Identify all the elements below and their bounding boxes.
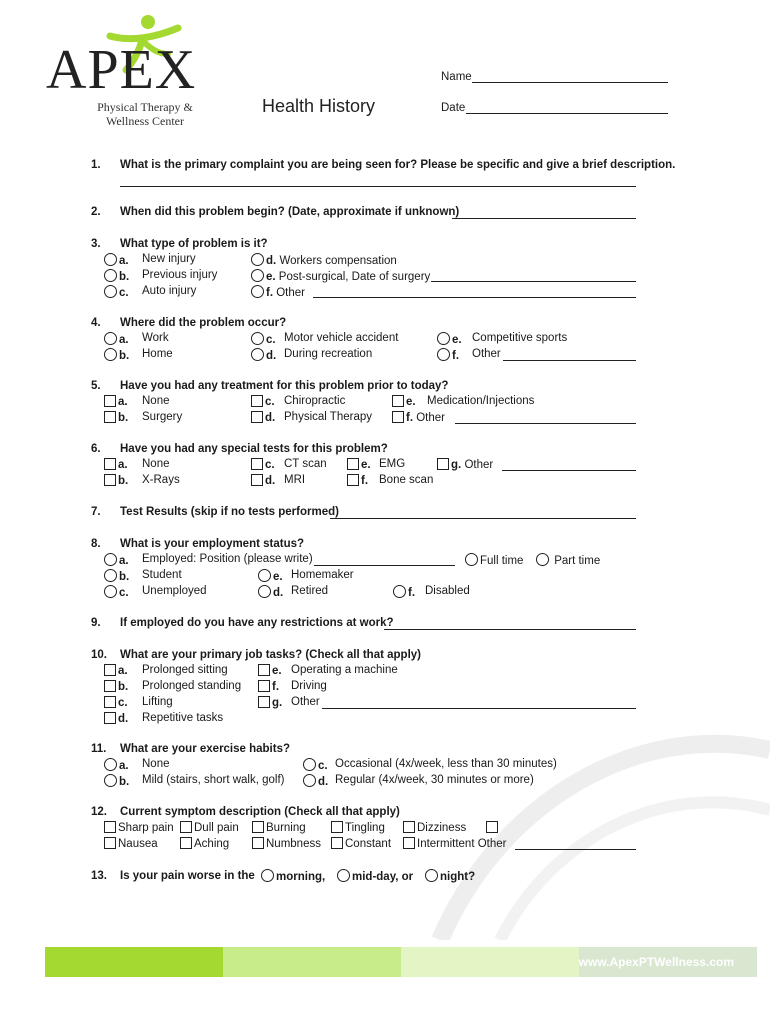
checkbox-icon[interactable] (251, 458, 263, 470)
radio-icon[interactable] (104, 253, 117, 266)
q4-option-e[interactable] (437, 332, 568, 346)
option-label: mid-day, or (352, 871, 414, 883)
option-letter: c. (118, 697, 128, 709)
q9-answer-line[interactable] (384, 629, 636, 630)
radio-icon[interactable] (261, 869, 274, 882)
q8-position-line[interactable] (314, 565, 455, 566)
option-label: Work (142, 332, 169, 344)
checkbox-icon[interactable] (331, 821, 343, 833)
q6-number: 6. (91, 443, 101, 455)
radio-icon[interactable] (104, 348, 117, 361)
checkbox-icon[interactable] (347, 474, 359, 486)
q10-option-a[interactable] (104, 664, 228, 677)
option-label: Homemaker (291, 569, 354, 581)
option-letter: a. (119, 334, 129, 346)
name-label: Name (441, 71, 472, 83)
radio-icon[interactable] (536, 553, 549, 566)
option-label: Previous injury (142, 269, 218, 281)
option-letter: c. (265, 459, 275, 471)
radio-icon[interactable] (104, 758, 117, 771)
q8-option-f[interactable] (393, 585, 470, 599)
option-letter: b. (119, 776, 130, 788)
q5-option-c[interactable] (251, 395, 346, 408)
radio-icon[interactable] (303, 774, 316, 787)
q12-constant[interactable] (331, 837, 391, 850)
checkbox-icon[interactable] (104, 680, 116, 692)
option-label: None (142, 395, 170, 407)
logo-line-1: Physical Therapy & (97, 100, 193, 114)
q6-option-e[interactable] (347, 458, 406, 471)
radio-icon[interactable] (251, 285, 264, 298)
option-letter: e. (272, 665, 282, 677)
option-label: Sharp pain (118, 822, 174, 834)
checkbox-icon[interactable] (180, 821, 192, 833)
q12-nausea[interactable] (104, 837, 158, 850)
q12-aching[interactable] (180, 837, 229, 850)
radio-icon[interactable] (251, 269, 264, 282)
checkbox-icon[interactable] (331, 837, 343, 849)
option-letter: a. (118, 665, 128, 677)
option-label: Burning (266, 822, 306, 834)
radio-icon[interactable] (465, 553, 478, 566)
option-letter: e. (452, 334, 462, 346)
option-label: None (142, 458, 170, 470)
radio-icon[interactable] (104, 285, 117, 298)
q3-other-line[interactable] (313, 297, 636, 298)
option-letter: b. (119, 271, 130, 283)
q4-option-d[interactable] (251, 348, 373, 362)
q5-other-line[interactable] (455, 423, 636, 424)
q7-number: 7. (91, 506, 101, 518)
q3-option-e[interactable] (251, 269, 430, 283)
checkbox-icon[interactable] (258, 664, 270, 676)
q8-option-d[interactable] (258, 585, 329, 599)
q7-answer-line[interactable] (330, 518, 636, 519)
radio-icon[interactable] (104, 269, 117, 282)
footer-segment-green (45, 947, 223, 977)
option-letter: b. (118, 412, 129, 424)
footer-website: www.ApexPTWellness.com (578, 955, 734, 969)
checkbox-icon[interactable] (104, 837, 116, 849)
option-label: Prolonged sitting (142, 664, 228, 676)
option-label: Workers compensation (279, 255, 397, 267)
option-letter: f. (361, 475, 369, 487)
q8-option-c[interactable] (104, 585, 207, 599)
q5-option-a[interactable] (104, 395, 170, 408)
option-label: Bone scan (379, 474, 434, 486)
option-label: Operating a machine (291, 664, 398, 676)
q8-number: 8. (91, 538, 101, 550)
q12-numbness[interactable] (252, 837, 321, 850)
q1-answer-line[interactable] (120, 186, 636, 187)
option-label: Other (291, 696, 320, 708)
q10-option-d[interactable] (104, 712, 224, 725)
checkbox-icon[interactable] (403, 837, 415, 849)
option-label: morning, (276, 871, 326, 883)
q8-full-time[interactable] (465, 553, 523, 567)
q6-option-f[interactable] (347, 474, 434, 487)
option-label: Mild (stairs, short walk, golf) (142, 774, 285, 786)
checkbox-icon[interactable] (104, 458, 116, 470)
option-label: Aching (194, 838, 230, 850)
option-letter: a. (118, 459, 128, 471)
option-letter: e. (266, 271, 276, 283)
q11-option-c[interactable] (303, 758, 557, 772)
option-label: Regular (4x/week, 30 minutes or more) (335, 774, 534, 786)
checkbox-icon[interactable] (252, 837, 264, 849)
option-label: None (142, 758, 170, 770)
q3-option-d[interactable] (251, 253, 397, 267)
option-label: Employed: Position (please write) (142, 553, 313, 565)
q6-text: Have you had any special tests for this problem? (120, 443, 388, 455)
checkbox-icon[interactable] (104, 664, 116, 676)
option-label: Dull pain (194, 822, 239, 834)
checkbox-icon[interactable] (104, 474, 116, 486)
option-letter: g. (451, 459, 462, 471)
q8-text: What is your employment status? (120, 538, 305, 550)
radio-icon[interactable] (303, 758, 316, 771)
radio-icon[interactable] (258, 585, 271, 598)
q12-number: 12. (91, 806, 107, 818)
option-label: Unemployed (142, 585, 207, 597)
q12-intermittent-other[interactable] (403, 837, 506, 850)
checkbox-icon[interactable] (104, 395, 116, 407)
checkbox-icon[interactable] (392, 395, 404, 407)
checkbox-icon[interactable] (251, 395, 263, 407)
q4-option-c[interactable] (251, 332, 399, 346)
option-label: Other (416, 412, 445, 424)
option-label: Disabled (425, 585, 470, 597)
option-label: Full time (480, 555, 524, 567)
logo-subtitle (80, 100, 210, 128)
q12-dull-pain[interactable] (180, 821, 239, 834)
option-letter: b. (119, 571, 130, 583)
page-title: Health History (262, 96, 376, 116)
option-letter: d. (265, 412, 276, 424)
q13-midday[interactable] (337, 869, 413, 883)
option-letter: f. (266, 287, 274, 299)
option-label: Nausea (118, 838, 158, 850)
q2-answer-line[interactable] (452, 218, 636, 219)
option-letter: e. (273, 571, 283, 583)
option-letter: a. (118, 396, 128, 408)
q2-number: 2. (91, 206, 101, 218)
q10-option-c[interactable] (104, 696, 173, 709)
q9-text: If employed do you have any restrictions at work? (120, 617, 394, 629)
option-label: Auto injury (142, 285, 197, 297)
q3-surgery-date-line[interactable] (431, 281, 636, 282)
checkbox-icon[interactable] (403, 821, 415, 833)
q10-option-f[interactable] (258, 680, 327, 693)
option-label: Repetitive tasks (142, 712, 224, 724)
q6-option-c[interactable] (251, 458, 327, 471)
q3-option-c[interactable] (104, 285, 197, 299)
option-label: Chiropractic (284, 395, 346, 407)
q11-number: 11. (91, 743, 107, 755)
q4-option-a[interactable] (104, 332, 169, 346)
option-letter: c. (265, 396, 275, 408)
checkbox-icon[interactable] (251, 474, 263, 486)
option-letter: d. (266, 255, 277, 267)
option-letter: b. (118, 475, 129, 487)
option-letter: d. (266, 350, 277, 362)
q12-other-line[interactable] (515, 849, 636, 850)
option-label: CT scan (284, 458, 327, 470)
checkbox-icon[interactable] (104, 821, 116, 833)
checkbox-icon[interactable] (251, 411, 263, 423)
logo (42, 14, 202, 132)
option-label: New injury (142, 253, 196, 265)
checkbox-icon[interactable] (347, 458, 359, 470)
checkbox-icon[interactable] (258, 696, 270, 708)
radio-icon[interactable] (258, 569, 271, 582)
radio-icon[interactable] (437, 348, 450, 361)
radio-icon[interactable] (104, 774, 117, 787)
option-label: Other (276, 287, 305, 299)
logo-line-2: Wellness Center (105, 114, 184, 128)
option-label: Part time (554, 555, 601, 567)
q4-other-line[interactable] (503, 360, 636, 361)
q5-option-f[interactable] (392, 411, 445, 424)
q3-text: What type of problem is it? (120, 238, 268, 250)
option-letter: f. (272, 681, 280, 693)
q10-option-g[interactable] (258, 696, 320, 709)
q5-option-d[interactable] (251, 411, 372, 424)
q6-option-a[interactable] (104, 458, 170, 471)
q6-option-b[interactable] (104, 474, 180, 487)
checkbox-icon[interactable] (104, 411, 116, 423)
radio-icon[interactable] (425, 869, 438, 882)
option-letter: f. (408, 587, 416, 599)
q13-night[interactable] (425, 869, 475, 883)
checkbox-icon[interactable] (104, 712, 116, 724)
option-label: Numbness (266, 838, 321, 850)
q9-number: 9. (91, 617, 101, 629)
q7-text: Test Results (skip if no tests performed) (120, 506, 339, 518)
q6-option-g[interactable] (437, 458, 493, 471)
radio-icon[interactable] (337, 869, 350, 882)
q4-option-b[interactable] (104, 348, 173, 362)
q10-option-b[interactable] (104, 680, 242, 693)
logo-wordmark: APEX (46, 39, 197, 101)
footer-segment-pale (401, 947, 579, 977)
option-letter: c. (119, 287, 129, 299)
option-letter: b. (118, 681, 129, 693)
option-label: Prolonged standing (142, 680, 242, 692)
q12-tingling[interactable] (331, 821, 385, 834)
q1-text: What is the primary complaint you are being seen for? Please be specific and give a brief description. (120, 159, 676, 171)
checkbox-icon[interactable] (180, 837, 192, 849)
radio-icon[interactable] (393, 585, 406, 598)
radio-icon[interactable] (104, 569, 117, 582)
q13-text: Is your pain worse in the (120, 870, 255, 882)
q11-option-a[interactable] (104, 758, 170, 772)
option-label: Motor vehicle accident (284, 332, 399, 344)
q6-other-line[interactable] (502, 470, 636, 471)
q11-text: What are your exercise habits? (120, 743, 291, 755)
checkbox-icon[interactable] (258, 680, 270, 692)
option-label: Driving (291, 680, 327, 692)
option-letter: a. (119, 555, 129, 567)
q8-part-time[interactable] (536, 553, 600, 567)
q12-burning[interactable] (252, 821, 306, 834)
q5-text: Have you had any treatment for this problem prior to today? (120, 380, 449, 392)
date-label: Date (441, 102, 466, 114)
q5-number: 5. (91, 380, 101, 392)
q4-text: Where did the problem occur? (120, 317, 287, 329)
q12-dizziness[interactable] (403, 821, 466, 834)
q10-option-e[interactable] (258, 664, 398, 677)
q12-sharp-pain[interactable] (104, 821, 174, 834)
option-letter: d. (118, 713, 129, 725)
q5-option-e[interactable] (392, 395, 535, 408)
radio-icon[interactable] (104, 332, 117, 345)
option-label: Surgery (142, 411, 183, 423)
option-label: Other (464, 459, 494, 471)
option-label: EMG (379, 458, 406, 470)
q13-number: 13. (91, 870, 107, 882)
option-label: During recreation (284, 348, 373, 360)
q8-option-a[interactable] (104, 553, 313, 567)
radio-icon[interactable] (251, 253, 264, 266)
option-letter: e. (361, 459, 371, 471)
option-letter: c. (266, 334, 276, 346)
radio-icon[interactable] (104, 585, 117, 598)
option-label: X-Rays (142, 474, 180, 486)
q4-number: 4. (91, 317, 101, 329)
option-label: Home (142, 348, 173, 360)
radio-icon[interactable] (437, 332, 450, 345)
name-line[interactable] (472, 82, 668, 83)
option-label: Tingling (345, 822, 385, 834)
option-label: Other (472, 348, 501, 360)
option-label: Post-surgical, Date of surgery (278, 271, 431, 283)
option-letter: b. (119, 350, 130, 362)
q3-option-f[interactable] (251, 285, 305, 299)
q10-number: 10. (91, 649, 107, 661)
q11-option-b[interactable] (104, 774, 285, 788)
q3-option-b[interactable] (104, 269, 218, 283)
option-letter: g. (272, 697, 283, 709)
footer-segment-light (223, 947, 401, 977)
q10-other-line[interactable] (322, 708, 636, 709)
radio-icon[interactable] (251, 332, 264, 345)
option-letter: f. (452, 350, 460, 362)
q12-text: Current symptom description (Check all that apply) (120, 806, 400, 818)
option-letter: c. (119, 587, 129, 599)
q13-morning[interactable] (261, 869, 325, 883)
q5-option-b[interactable] (104, 411, 183, 424)
option-letter: c. (318, 760, 328, 772)
checkbox-icon[interactable] (392, 411, 404, 423)
option-label: Constant (345, 838, 392, 850)
option-letter: a. (119, 255, 129, 267)
q1-number: 1. (91, 159, 101, 171)
checkbox-icon[interactable] (104, 696, 116, 708)
q3-option-a[interactable] (104, 253, 196, 267)
option-label: night? (440, 871, 476, 883)
q12-extra-checkbox[interactable] (486, 821, 500, 834)
option-letter: d. (273, 587, 284, 599)
option-label: MRI (284, 474, 306, 486)
q8-option-b[interactable] (104, 569, 182, 583)
checkbox-icon[interactable] (437, 458, 449, 470)
option-letter: f. (406, 412, 414, 424)
option-label: Intermittent Other (417, 838, 507, 850)
radio-icon[interactable] (104, 553, 117, 566)
q2-text: When did this problem begin? (Date, approximate if unknown) (120, 206, 460, 218)
option-label: Lifting (142, 696, 173, 708)
option-label: Occasional (4x/week, less than 30 minutes) (335, 758, 557, 770)
q3-number: 3. (91, 238, 101, 250)
option-label: Student (142, 569, 182, 581)
checkbox-icon[interactable] (486, 821, 498, 833)
option-letter: d. (265, 475, 276, 487)
q4-option-f[interactable] (437, 348, 501, 362)
option-label: Medication/Injections (427, 395, 535, 407)
option-label: Competitive sports (472, 332, 568, 344)
q11-option-d[interactable] (303, 774, 534, 788)
option-label: Retired (291, 585, 329, 597)
option-letter: d. (318, 776, 329, 788)
radio-icon[interactable] (251, 348, 264, 361)
checkbox-icon[interactable] (252, 821, 264, 833)
option-label: Physical Therapy (284, 411, 372, 423)
option-letter: a. (119, 760, 129, 772)
option-letter: e. (406, 396, 416, 408)
q10-text: What are your primary job tasks? (Check all that apply) (120, 649, 421, 661)
option-label: Dizziness (417, 822, 467, 834)
background-swirl-graphic (380, 640, 770, 940)
date-line[interactable] (466, 113, 668, 114)
q6-option-d[interactable] (251, 474, 306, 487)
q8-option-e[interactable] (258, 569, 354, 583)
